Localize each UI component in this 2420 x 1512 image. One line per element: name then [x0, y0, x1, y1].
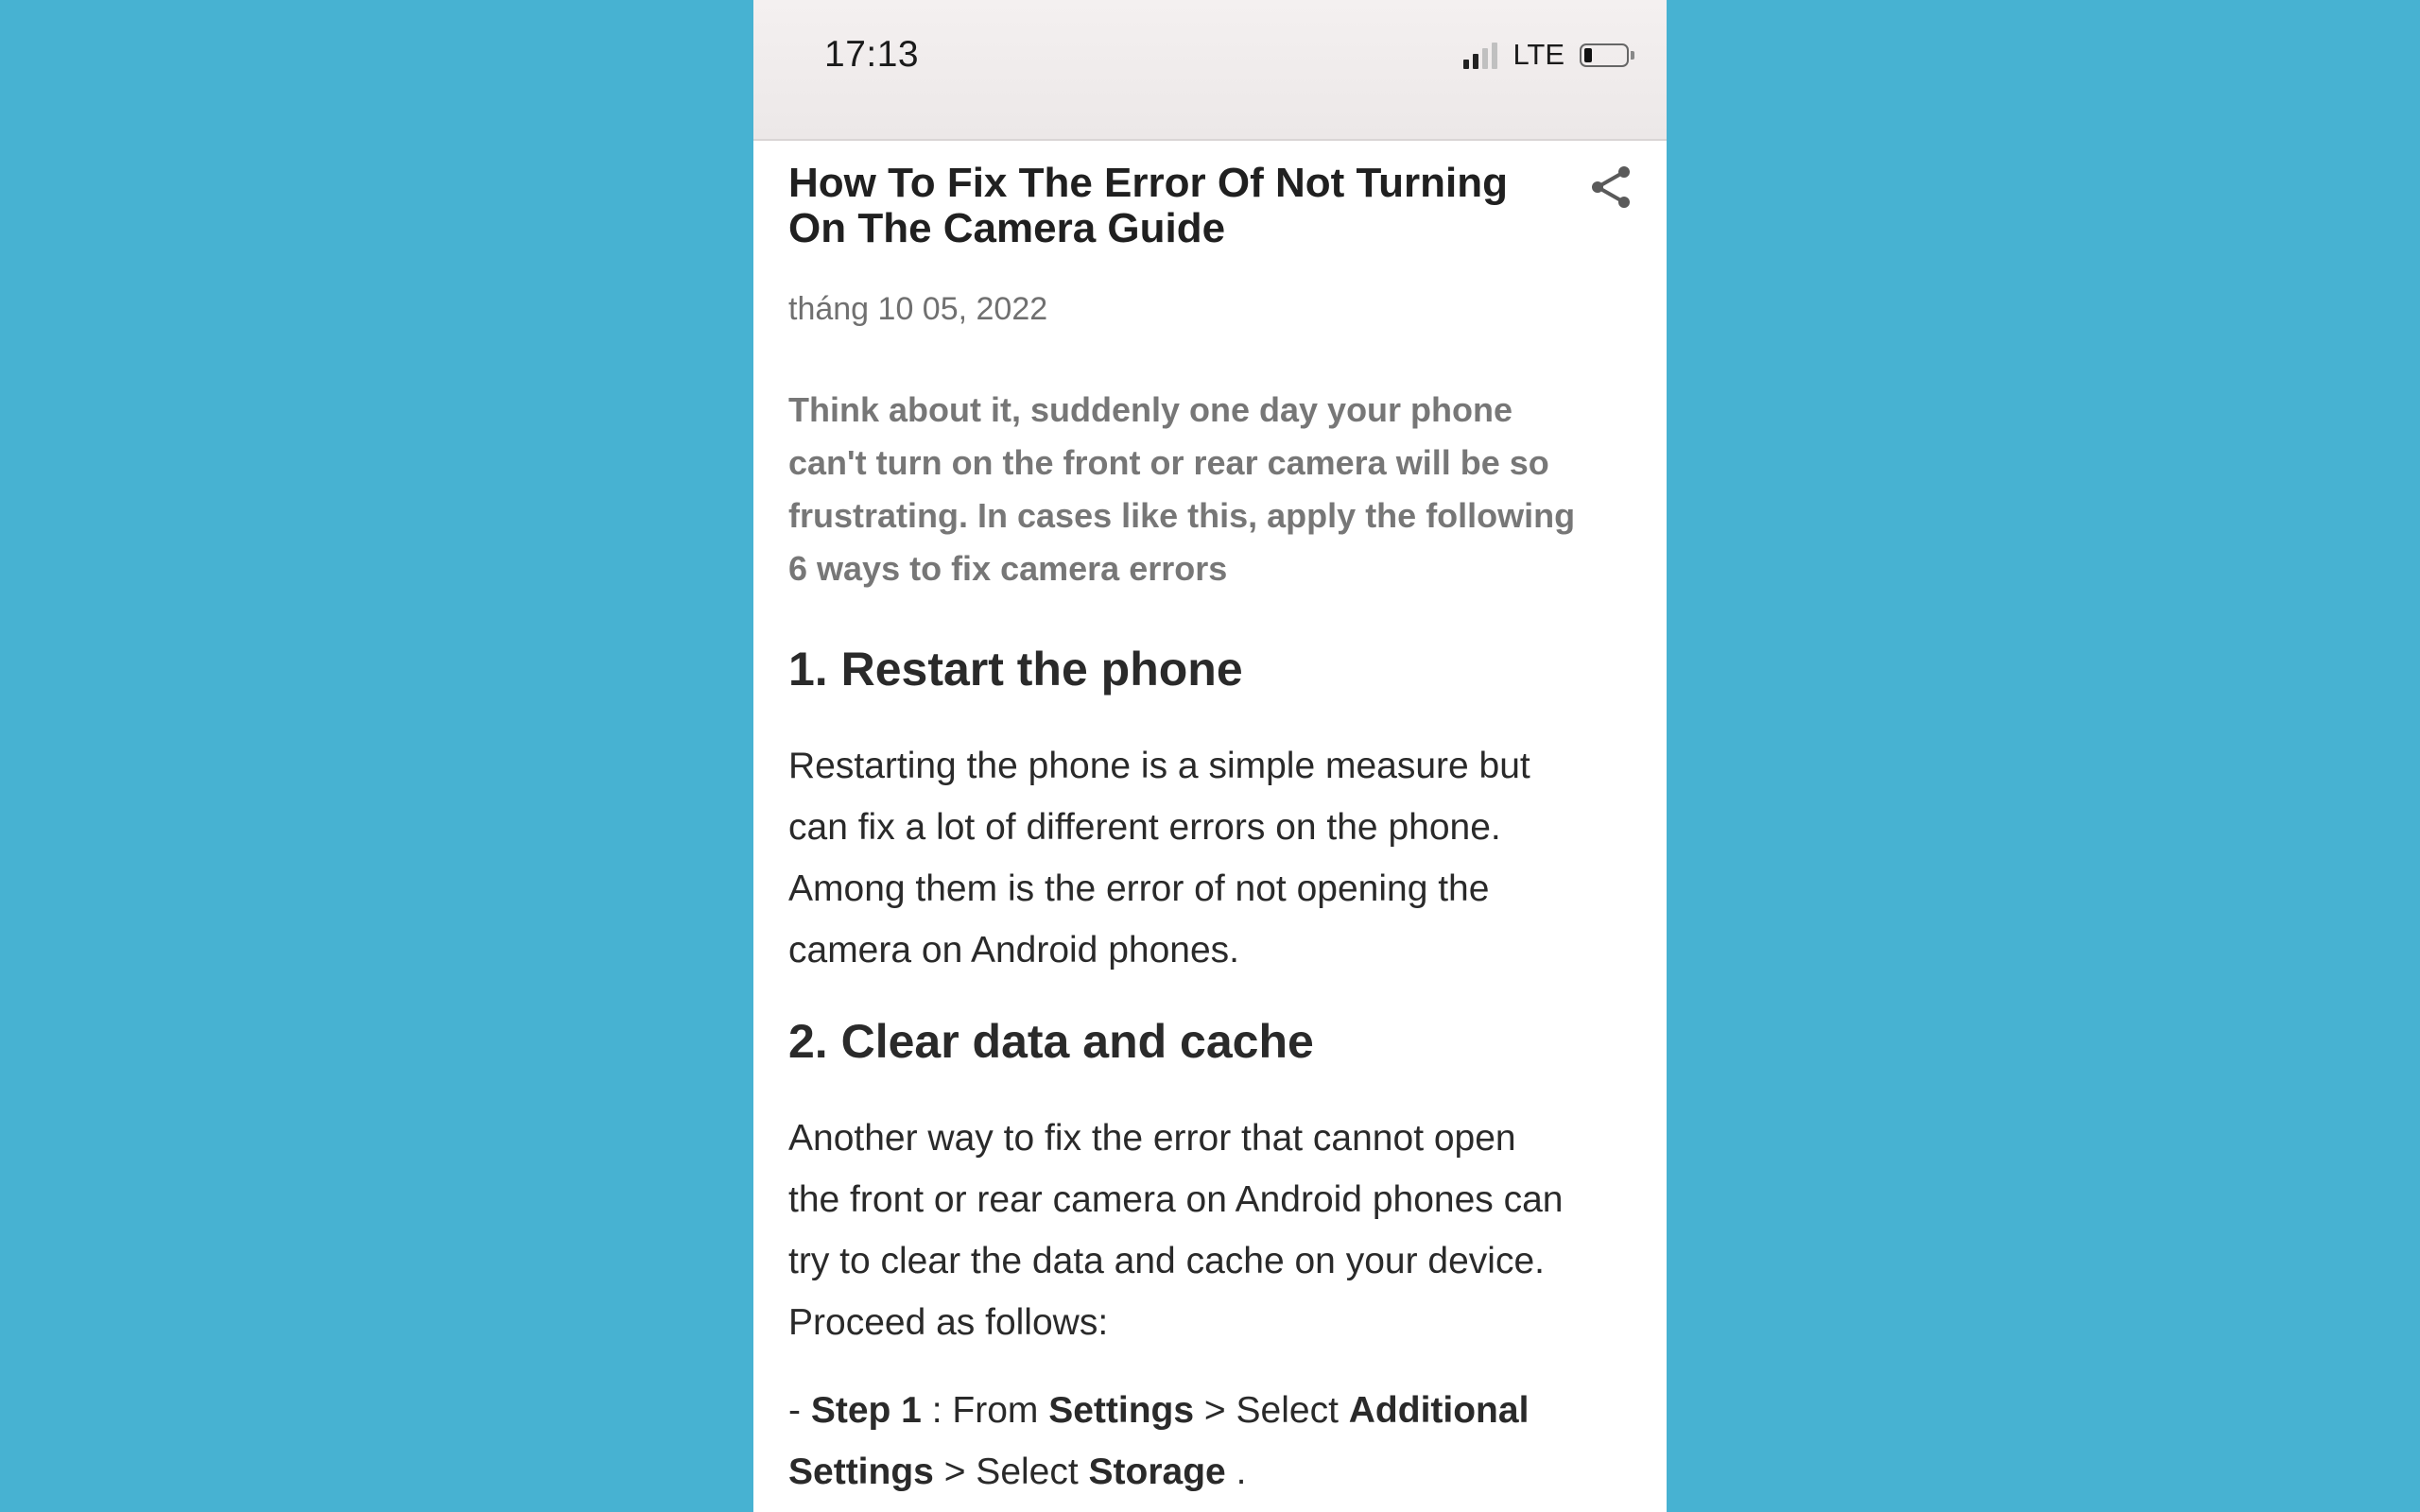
network-type: LTE [1512, 38, 1564, 71]
article-date: tháng 10 05, 2022 [788, 291, 1048, 327]
section-heading-clear-data: 2. Clear data and cache [788, 1015, 1314, 1068]
section-body-restart: Restarting the phone is a simple measure but can fix a lot of different errors on the phone. Among them is the error of not opening the camera on Android phones. [788, 746, 1530, 971]
phone-screen [753, 0, 1667, 1512]
status-bar [753, 0, 1667, 141]
status-indicators [1463, 38, 1629, 72]
share-icon[interactable] [1586, 163, 1635, 212]
section-heading-restart: 1. Restart the phone [788, 643, 1243, 696]
section-body-clear-data: Another way to fix the error that cannot open the front or rear camera on Android phones can try to clear the data and cache on your device. Proceed as follows: [788, 1118, 1564, 1343]
signal-icon [1463, 41, 1497, 69]
step-label: Step 1 [810, 1390, 922, 1431]
battery-icon [1580, 43, 1629, 67]
step-settings: Settings [1048, 1390, 1195, 1431]
step-storage: Storage [1088, 1452, 1226, 1492]
article-title: How To Fix The Error Of Not Turning On The Camera Guide [788, 160, 1508, 251]
status-time: 17:13 [824, 34, 920, 75]
step-1: - Step 1 : From Settings > Select Additional Settings > Select Storage . [788, 1390, 1530, 1492]
step-additional-settings: Additional Settings [788, 1390, 1530, 1492]
battery-level [1584, 48, 1592, 62]
article-intro: Think about it, suddenly one day your phone can't turn on the front or rear camera will be so frustrating. In cases like this, apply the following 6 ways to fix camera errors [788, 390, 1576, 588]
